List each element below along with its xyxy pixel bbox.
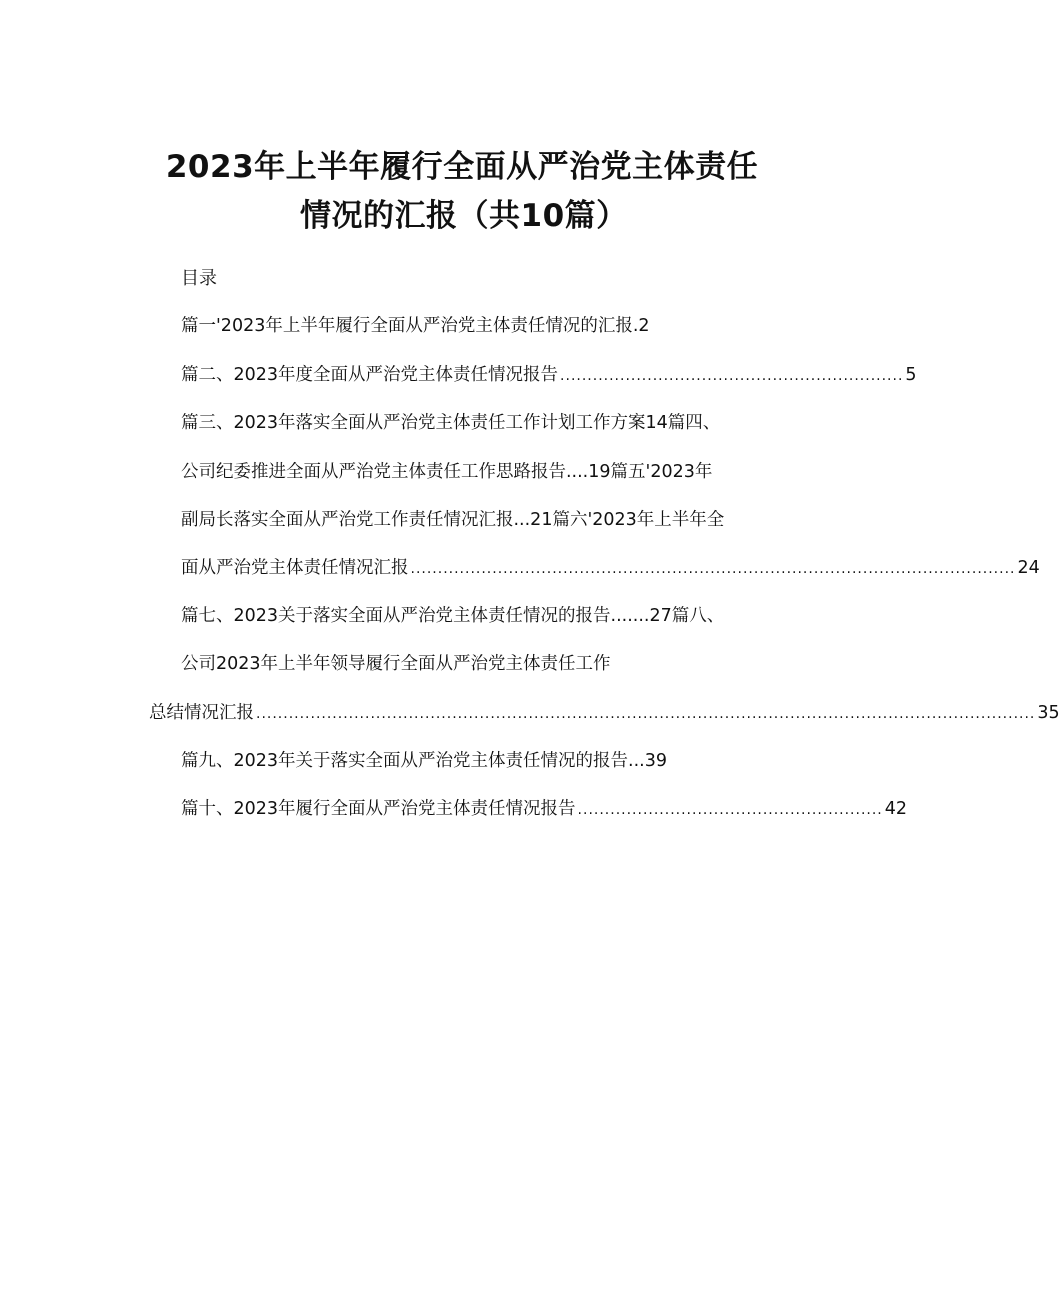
toc-entry [181, 749, 667, 773]
toc-entry [181, 652, 611, 676]
toc-entry-text: 总结情况汇报 [149, 703, 254, 723]
toc-entry [181, 363, 917, 387]
toc-entry [181, 556, 1040, 580]
toc-entry-text: 篇一'2023年上半年履行全面从严治党主体责任情况的汇报.2 [181, 316, 650, 336]
toc-page-number: 5 [905, 365, 917, 385]
toc-entry-text: 篇三、2023年落实全面从严治党主体责任工作计划工作方案14篇四、 [181, 413, 721, 433]
toc-entry-text: 面从严治党主体责任情况汇报 [181, 558, 409, 578]
document-title-line-1: 2023年上半年履行全面从严治党主体责任 [165, 149, 759, 185]
toc-heading: 目录 [181, 268, 217, 289]
toc-entry-text: 公司2023年上半年领导履行全面从严治党主体责任工作 [181, 654, 611, 674]
toc-entry-text: 副局长落实全面从严治党工作责任情况汇报...21篇六'2023年上半年全 [181, 510, 725, 530]
toc-entry [149, 701, 1060, 725]
toc-entry [181, 460, 712, 484]
toc-page-number: 42 [884, 799, 908, 819]
toc-entry-text: 篇十、2023年履行全面从严治党主体责任情况报告 [181, 799, 576, 819]
toc-entry [181, 797, 908, 821]
toc-leader-dots: ............................................................... [560, 368, 904, 384]
toc-entry [181, 508, 724, 532]
toc-entry [181, 314, 650, 338]
toc-entry-text: 公司纪委推进全面从严治党主体责任工作思路报告....19篇五'2023年 [181, 462, 713, 482]
toc-leader-dots: ............................................................................................................... [410, 561, 1016, 577]
toc-leader-dots: ............................................................................................................................................... [256, 706, 1036, 722]
document-title-line-2: 情况的汇报（共10篇） [300, 198, 628, 234]
toc-page-number: 24 [1017, 558, 1040, 578]
toc-entry-text: 篇九、2023年关于落实全面从严治党主体责任情况的报告...39 [181, 751, 667, 771]
toc-page-number: 35 [1037, 703, 1060, 723]
toc-entry-text: 篇二、2023年度全面从严治党主体责任情况报告 [181, 365, 559, 385]
toc-entry [181, 604, 724, 628]
toc-leader-dots: ........................................................ [577, 802, 883, 818]
toc-entry [181, 411, 720, 435]
toc-entry-text: 篇七、2023关于落实全面从严治党主体责任情况的报告.......27篇八、 [181, 606, 725, 626]
